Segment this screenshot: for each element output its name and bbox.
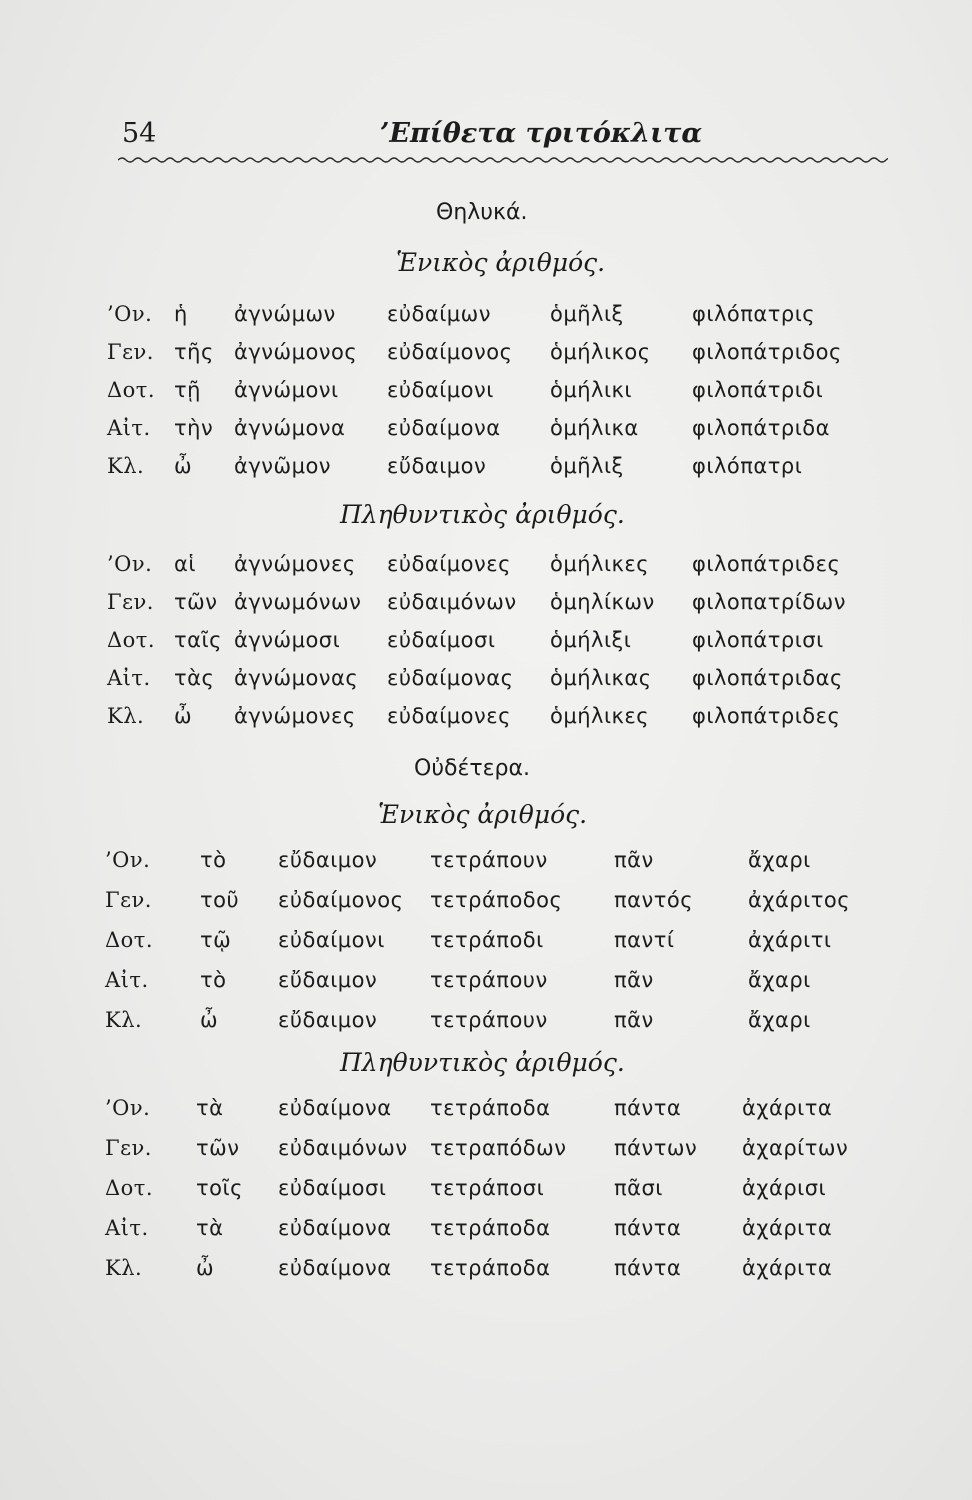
word-form: εὐδαίμονα <box>387 416 501 440</box>
subheading-neuter-plural: Πληθυντικὸς ἀριθμός. <box>340 1048 625 1077</box>
word-form: ἀχάριτα <box>742 1216 833 1240</box>
table-row <box>0 968 972 1006</box>
word-form: εὔδαιμον <box>387 454 487 478</box>
word-form: τετράποσι <box>430 1176 545 1200</box>
word-form: εὐδαίμονας <box>387 666 514 690</box>
table-row <box>0 340 972 378</box>
word-form: φιλοπάτριδι <box>692 378 824 402</box>
wavy-rule <box>118 154 888 166</box>
article: ὦ <box>196 1256 215 1280</box>
word-form: ἀγνωμόνων <box>234 590 362 614</box>
word-form: ὁμήλικας <box>550 666 652 690</box>
table-row <box>0 704 972 742</box>
word-form: τετράποδα <box>430 1096 551 1120</box>
word-form: ἀγνώμων <box>234 302 336 326</box>
table-row <box>0 1176 972 1214</box>
article: τὸ <box>200 848 227 872</box>
word-form: εὐδαίμονα <box>278 1216 392 1240</box>
table-row <box>0 928 972 966</box>
word-form: ὁμήλικι <box>550 378 633 402</box>
case-label: Αἰτ. <box>107 416 151 440</box>
word-form: εὐδαίμονα <box>278 1256 392 1280</box>
case-label: ’Ον. <box>107 552 153 576</box>
word-form: τετραπόδων <box>430 1136 567 1160</box>
article: τῇ <box>174 378 201 402</box>
article: τῶν <box>196 1136 240 1160</box>
case-label: Δοτ. <box>105 928 154 952</box>
word-form: ὁμήλικα <box>550 416 639 440</box>
table-row <box>0 628 972 666</box>
section-heading-neuter: Οὐδέτερα. <box>414 756 530 781</box>
word-form: ἀχάριτα <box>742 1256 833 1280</box>
article: αἱ <box>174 552 196 576</box>
word-form: πᾶν <box>614 1008 654 1032</box>
table-row <box>0 1256 972 1294</box>
word-form: ἀγνώμονι <box>234 378 339 402</box>
word-form: φιλοπατρίδων <box>692 590 846 614</box>
word-form: εὐδαιμόνων <box>278 1136 408 1160</box>
article: τῷ <box>200 928 232 952</box>
word-form: πάντα <box>614 1096 682 1120</box>
word-form: τετράπουν <box>430 1008 548 1032</box>
case-label: ’Ον. <box>105 848 151 872</box>
word-form: φιλοπάτριδες <box>692 552 841 576</box>
word-form: φιλοπάτρισι <box>692 628 824 652</box>
word-form: εὔδαιμον <box>278 968 378 992</box>
article: ταῖς <box>174 628 222 652</box>
case-label: Δοτ. <box>107 378 156 402</box>
word-form: εὐδαίμονι <box>278 928 385 952</box>
word-form: ὁμήλικες <box>550 552 650 576</box>
case-label: Γεν. <box>105 888 152 912</box>
case-label: Δοτ. <box>107 628 156 652</box>
word-form: ἀγνώμονα <box>234 416 346 440</box>
word-form: τετράποδι <box>430 928 544 952</box>
word-form: φιλοπάτριδας <box>692 666 843 690</box>
table-row <box>0 590 972 628</box>
article: τοῖς <box>196 1176 243 1200</box>
article: τὰς <box>174 666 215 690</box>
word-form: πάντα <box>614 1256 682 1280</box>
article: τὴν <box>174 416 214 440</box>
subheading-neuter-singular: Ἑνικὸς ἀριθμός. <box>378 800 588 829</box>
word-form: τετράπουν <box>430 848 548 872</box>
subheading-feminine-plural: Πληθυντικὸς ἀριθμός. <box>340 500 625 529</box>
case-label: Κλ. <box>105 1256 143 1280</box>
case-label: Αἰτ. <box>105 1216 149 1240</box>
subheading-feminine-singular: Ἑνικὸς ἀριθμός. <box>396 248 606 277</box>
word-form: φιλοπάτριδες <box>692 704 841 728</box>
word-form: εὔδαιμον <box>278 848 378 872</box>
case-label: ’Ον. <box>107 302 153 326</box>
table-row <box>0 1096 972 1134</box>
word-form: πᾶν <box>614 968 654 992</box>
word-form: εὐδαίμονος <box>278 888 404 912</box>
word-form: ἀχαρίτων <box>742 1136 849 1160</box>
case-label: Κλ. <box>107 704 145 728</box>
article: τῶν <box>174 590 218 614</box>
page-header <box>118 118 888 158</box>
word-form: εὐδαίμων <box>387 302 491 326</box>
word-form: τετράποδα <box>430 1256 551 1280</box>
word-form: εὐδαίμοσι <box>387 628 496 652</box>
case-label: Δοτ. <box>105 1176 154 1200</box>
word-form: εὐδαίμοσι <box>278 1176 387 1200</box>
word-form: εὐδαίμονι <box>387 378 494 402</box>
word-form: ἀγνώμονας <box>234 666 359 690</box>
case-label: ’Ον. <box>105 1096 151 1120</box>
word-form: πάντων <box>614 1136 698 1160</box>
word-form: φιλόπατρις <box>692 302 816 326</box>
word-form: εὔδαιμον <box>278 1008 378 1032</box>
case-label: Γεν. <box>107 590 154 614</box>
word-form: πᾶν <box>614 848 654 872</box>
article: τὸ <box>200 968 227 992</box>
word-form: τετράπουν <box>430 968 548 992</box>
word-form: ὁμήλικες <box>550 704 650 728</box>
word-form: φιλοπάτριδος <box>692 340 842 364</box>
word-form: ἄχαρι <box>748 968 811 992</box>
table-row <box>0 416 972 454</box>
case-label: Γεν. <box>105 1136 152 1160</box>
word-form: ἀγνώμονες <box>234 704 356 728</box>
table-row <box>0 666 972 704</box>
word-form: τετράποδος <box>430 888 563 912</box>
section-heading-feminine: Θηλυκά. <box>436 200 528 225</box>
word-form: ἀχάριτα <box>742 1096 833 1120</box>
article: ἡ <box>174 302 188 326</box>
case-label: Αἰτ. <box>107 666 151 690</box>
word-form: εὐδαίμονα <box>278 1096 392 1120</box>
word-form: φιλοπάτριδα <box>692 416 830 440</box>
table-row <box>0 848 972 886</box>
case-label: Γεν. <box>107 340 154 364</box>
word-form: ἀγνῶμον <box>234 454 332 478</box>
word-form: τετράποδα <box>430 1216 551 1240</box>
table-row <box>0 888 972 926</box>
case-label: Αἰτ. <box>105 968 149 992</box>
word-form: εὐδαίμονες <box>387 704 511 728</box>
word-form: ἀχάριτι <box>748 928 832 952</box>
word-form: ἄχαρι <box>748 848 811 872</box>
table-row <box>0 378 972 416</box>
article: ὦ <box>200 1008 219 1032</box>
word-form: πᾶσι <box>614 1176 663 1200</box>
word-form: φιλόπατρι <box>692 454 803 478</box>
word-form: ἀχάρισι <box>742 1176 827 1200</box>
word-form: ἀγνώμονος <box>234 340 358 364</box>
article: ὦ <box>174 704 193 728</box>
word-form: ὁμήλιξι <box>550 628 632 652</box>
page-number: 54 <box>122 118 157 149</box>
word-form: ἀγνώμονες <box>234 552 356 576</box>
case-label: Κλ. <box>107 454 145 478</box>
word-form: ἄχαρι <box>748 1008 811 1032</box>
word-form: ὁμηλίκων <box>550 590 655 614</box>
table-row <box>0 1136 972 1174</box>
word-form: παντός <box>614 888 694 912</box>
word-form: ἀχάριτος <box>748 888 851 912</box>
article: τὰ <box>196 1096 224 1120</box>
article: τῆς <box>174 340 214 364</box>
word-form: εὐδαίμονες <box>387 552 511 576</box>
word-form: ὁμῆλιξ <box>550 454 624 478</box>
word-form: εὐδαίμονος <box>387 340 513 364</box>
word-form: εὐδαιμόνων <box>387 590 517 614</box>
table-row <box>0 1216 972 1254</box>
word-form: ἀγνώμοσι <box>234 628 341 652</box>
table-row <box>0 1008 972 1046</box>
table-row <box>0 454 972 492</box>
word-form: ὁμῆλιξ <box>550 302 624 326</box>
table-row <box>0 552 972 590</box>
word-form: ὁμήλικος <box>550 340 651 364</box>
article: τοῦ <box>200 888 240 912</box>
running-title: ’Επίθετα τριτόκλιτα <box>380 118 703 149</box>
word-form: παντί <box>614 928 675 952</box>
article: τὰ <box>196 1216 224 1240</box>
table-row <box>0 302 972 340</box>
word-form: πάντα <box>614 1216 682 1240</box>
article: ὦ <box>174 454 193 478</box>
case-label: Κλ. <box>105 1008 143 1032</box>
